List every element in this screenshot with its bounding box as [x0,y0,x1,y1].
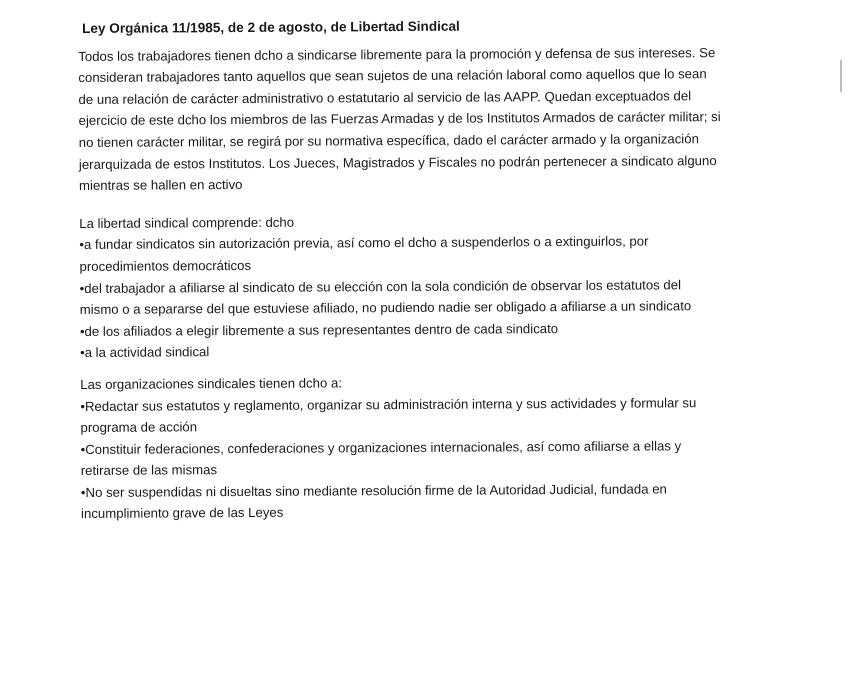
list-item-line: procedimientos democráticos [79,257,252,274]
list-item [81,435,761,482]
scan-edge-mark [840,60,848,92]
section-heading: Las organizaciones sindicales tienen dcho a: [80,375,343,392]
list-item-line: •del trabajador a afiliarse al sindicato de su elección con la sola condición de observar los estatutos del [79,276,682,296]
list-item [79,230,759,277]
section-heading: La libertad sindical comprende: dcho [79,214,295,231]
libertad-section [79,209,760,364]
intro-line: de una relación de carácter administrativo o estatutario al servicio de las AAPP. Quedan exceptuados del [78,88,692,107]
list-item-line: •a la actividad sindical [79,344,210,361]
intro-line: Todos los trabajadores tienen dcho a sindicarse libremente para la promoción y defensa de sus intereses. Se [78,44,716,64]
intro-line: ejercicio de este dcho los miembros de las Fuerzas Armadas y de los Institutos Armados de carácter militar; si [78,109,721,129]
list-item [81,478,761,525]
intro-line: no tienen carácter militar, se regirá por su normativa específica, dado el carácter armado y la organización [78,131,699,150]
intro-line: consideran trabajadores tanto aquellos que sean sujetos de una relación laboral como aquellos que lo sean [78,66,707,86]
organizaciones-section [80,370,761,525]
list-item-line: •Redactar sus estatutos y reglamento, organizar su administración interna y sus actividades y formular su [80,394,697,414]
intro-line: mientras se hallen en activo [78,177,243,194]
libertad-list [79,230,760,364]
list-item-line: •Constituir federaciones, confederaciones y organizaciones internacionales, así como afiliarse a ellas y [80,438,682,457]
list-item-line: •No ser suspendidas ni disueltas sino mediante resolución firme de la Autoridad Judicial, fundada en [80,481,667,500]
list-item-line: retirarse de las mismas [80,462,218,479]
intro-paragraph [78,41,759,196]
document-page [78,14,761,525]
intro-line: jerarquizada de estos Institutos. Los Jueces, Magistrados y Fiscales no podrán pertenecer a sindicato alguno [78,152,717,172]
list-item-line: mismo o a separarse del que estuviese afiliado, no pudiendo nadie ser obligado a afiliarse a un sindicato [79,298,692,318]
list-item [80,391,760,438]
document-title: Ley Orgánica 11/1985, de 2 de agosto, de Libertad Sindical [82,18,460,36]
list-item-line: •a fundar sindicatos sin autorización previa, así como el dcho a suspenderlos o a extinguirlos, por [79,233,649,253]
list-item-line: •de los afiliados a elegir libremente a sus representantes dentro de cada sindicato [79,320,559,339]
organizaciones-list [80,391,761,525]
list-item-line: programa de acción [80,419,198,436]
list-item-line: incumplimiento grave de las Leyes [80,505,284,522]
list-item [80,273,760,320]
